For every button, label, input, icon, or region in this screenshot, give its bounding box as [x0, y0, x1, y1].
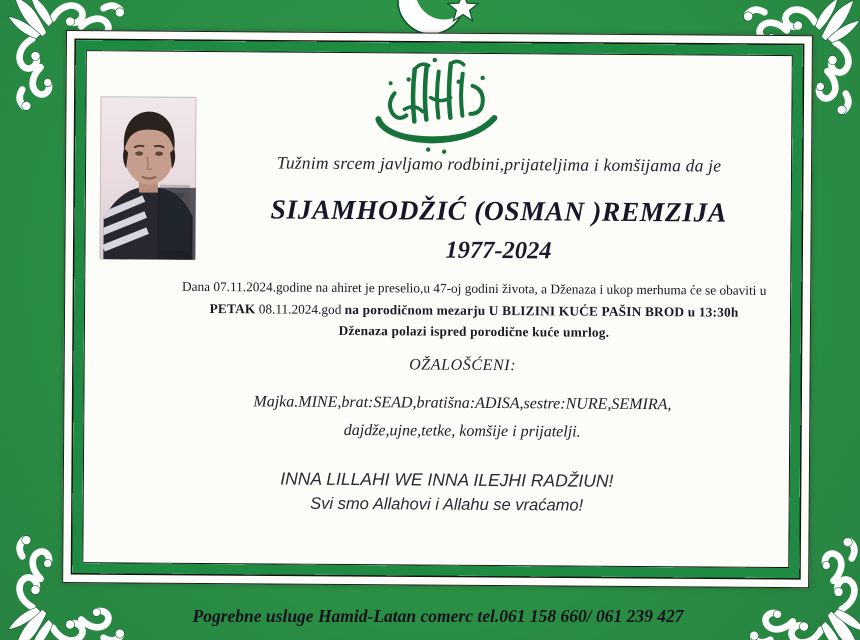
funeral-place-time: na porodičnom mezarju U BLIZINI KUĆE PAŠIN BROD u 13:30h — [344, 301, 739, 320]
deceased-name: SIJAMHODŽIĆ (OSMAN )REMZIJA — [270, 193, 727, 228]
funeral-details-line1: Dana 07.11.2024.godine na ahiret je preselio,u 47-oj godini života, a Dženaza i ukop merhuma će se obaviti u — [181, 278, 767, 298]
notice-content — [83, 51, 792, 567]
funeral-details-line2 — [149, 297, 799, 323]
prayer-line1: INNA LILLAHI WE INNA ILEJHI RADŽIUN! — [280, 468, 614, 491]
mourners-line1: Majka.MINE,brat:SEAD,bratišna:ADISA,sestre:NURE,SEMIRA, — [253, 393, 672, 414]
funeral-details — [149, 276, 799, 345]
prayer-text — [144, 466, 750, 520]
notice-card — [62, 30, 813, 588]
funeral-details-line3: Dženaza polazi ispred porodične kuće umrlog. — [338, 322, 610, 340]
mourners-line2: dajdže,ujne,tetke, komšije i prijatelji. — [343, 421, 581, 441]
life-years: 1977-2024 — [445, 236, 552, 265]
prayer-line2: Svi smo Allahovi i Allahu se vraćamo! — [310, 494, 584, 515]
announcement-line: Tužnim srcem javljamo rodbini,prijateljima i komšijama da je — [276, 152, 722, 176]
arabic-calligraphy-icon — [364, 57, 513, 156]
svg-text:Б: Б — [165, 204, 185, 236]
mourners-list — [134, 387, 790, 448]
deceased-photo — [99, 96, 196, 260]
funeral-day: PETAK — [209, 300, 256, 316]
funeral-date: 08.11.2024.god — [255, 300, 345, 317]
mourners-heading: OŽALOŠĆENI: — [409, 356, 517, 375]
funeral-services-contact: Pogrebne usluge Hamid-Latan comerc tel.061 158 660/ 061 239 427 — [192, 606, 684, 626]
